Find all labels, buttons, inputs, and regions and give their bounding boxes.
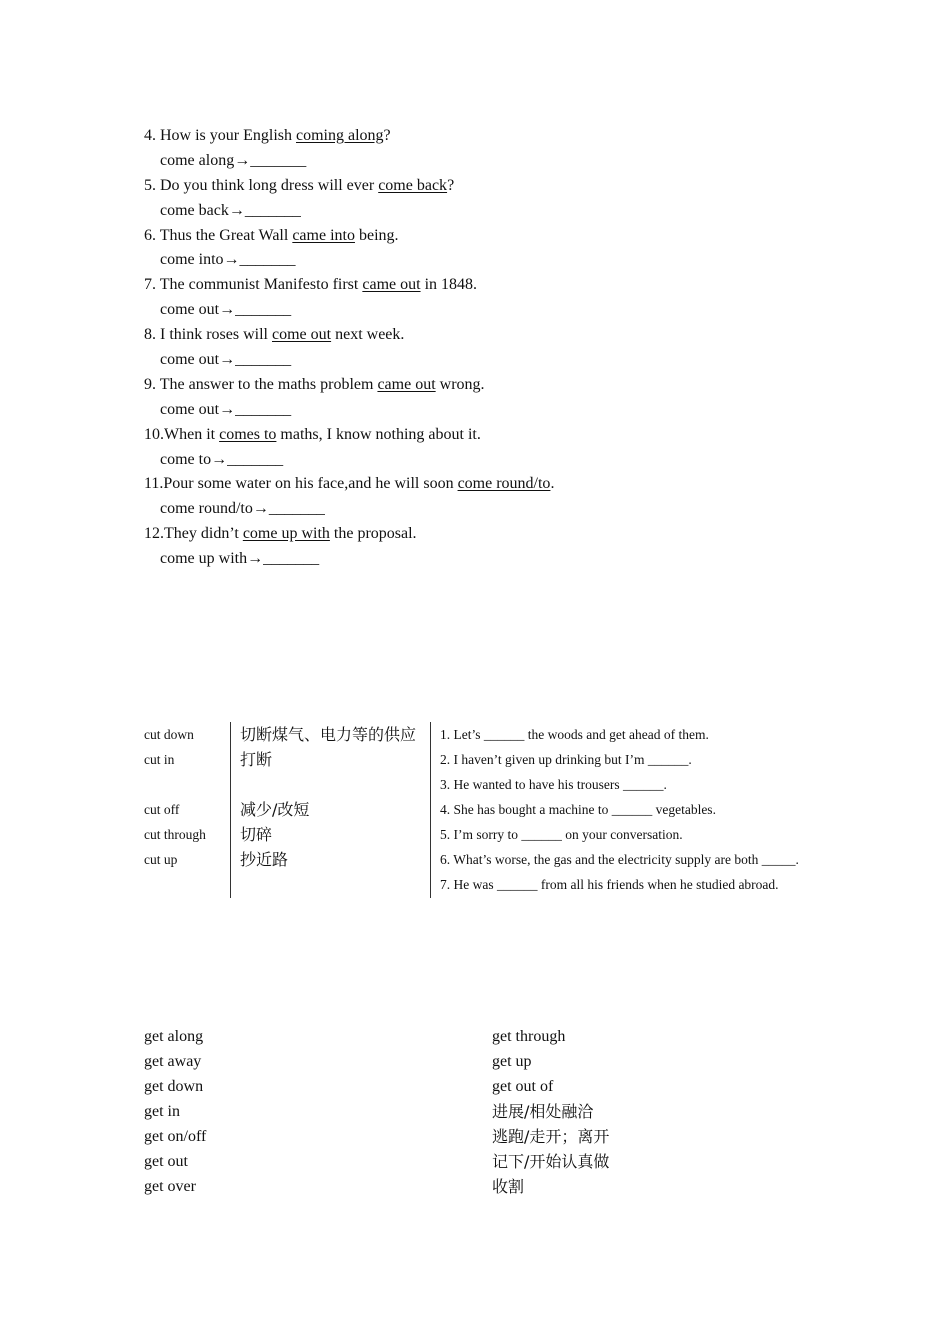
answer-blank: come into→_______	[160, 251, 296, 269]
sentence-column	[430, 722, 860, 898]
underlined-phrase: come up with	[242, 525, 330, 543]
get-phrase: get in	[144, 1103, 180, 1120]
item-number: 4.	[144, 127, 160, 144]
item-number: 9.	[144, 375, 160, 393]
answer-blank: come out→_______	[160, 351, 292, 369]
phrase-cell	[144, 772, 230, 797]
answer-blank: come to→_______	[160, 450, 284, 468]
sentence	[144, 174, 844, 199]
meaning-cell	[240, 872, 440, 897]
underlined-phrase: came out	[362, 276, 421, 294]
underlined-phrase: come back	[378, 176, 448, 194]
sentence	[144, 373, 844, 398]
cut-phrases-table	[144, 722, 844, 900]
phrase-cell: cut up	[144, 852, 178, 867]
exercise-sentence: 4. She has bought a machine to ______ vegetables.	[440, 802, 716, 817]
sentence	[144, 224, 844, 249]
sentence-text: The answer to the maths problem	[159, 375, 378, 393]
item-11	[144, 472, 844, 522]
item-number: 7.	[144, 276, 160, 294]
underlined-phrase: came out	[377, 375, 436, 393]
get-phrase: get down	[144, 1078, 204, 1095]
underlined-phrase: come out	[272, 326, 332, 344]
sentence-text: the proposal.	[329, 525, 417, 543]
exercise-sentence: 6. What’s worse, the gas and the electricity supply are both _____.	[440, 852, 799, 867]
exercise-sentence: 1. Let’s ______ the woods and get ahead of them.	[440, 727, 709, 742]
get-phrase: get along	[144, 1028, 204, 1045]
item-number: 11.	[144, 475, 164, 493]
sentence-text: The communist Manifesto first	[159, 276, 363, 294]
exercise-sentence: 3. He wanted to have his trousers ______.	[440, 777, 667, 792]
sentence	[144, 124, 844, 149]
meaning-cell: 打断	[240, 750, 273, 769]
meaning-cell: 抄近路	[240, 850, 289, 869]
meaning-cell: 切碎	[240, 825, 273, 844]
answer-blank: come along→_______	[160, 151, 307, 169]
answer-blank: come back→_______	[160, 201, 301, 219]
item-4	[144, 124, 844, 174]
answer-blank: come up with→_______	[160, 550, 320, 568]
get-meaning: 逃跑/走开；离开	[492, 1127, 610, 1146]
meaning-column	[230, 722, 440, 898]
get-phrase: get over	[144, 1178, 196, 1195]
get-meaning: 记下/开始认真做	[492, 1152, 610, 1171]
sentence-text: wrong.	[435, 375, 485, 393]
sentence-text: maths, I know nothing about it.	[276, 425, 481, 443]
phrase-cell: cut down	[144, 727, 194, 742]
phrase-cell: cut off	[144, 802, 180, 817]
sentence-text: How is your English	[160, 127, 296, 144]
sentence-text: I think roses will	[160, 326, 272, 344]
item-7	[144, 273, 844, 323]
answer-blank: come out→_______	[160, 400, 292, 418]
item-5	[144, 174, 844, 224]
sentence-text: Thus the Great Wall	[159, 226, 293, 244]
phrase-cell: cut through	[144, 827, 206, 842]
underlined-phrase: coming along	[296, 127, 384, 144]
sentence-text: .	[550, 475, 555, 493]
sentence-text: They didn’t	[164, 525, 243, 543]
get-meaning: 进展/相处融洽	[492, 1102, 594, 1121]
sentence	[144, 423, 844, 448]
sentence	[144, 323, 844, 348]
get-meaning: 收割	[492, 1177, 525, 1196]
answer-blank: come out→_______	[160, 301, 292, 319]
sentence-text: in 1848.	[420, 276, 478, 294]
get-phrase: get up	[492, 1053, 532, 1070]
get-phrase: get out	[144, 1153, 188, 1170]
sentence	[144, 522, 844, 547]
sentence-text: Do you think long dress will ever	[160, 176, 379, 194]
item-number: 12.	[144, 525, 164, 543]
item-8	[144, 323, 844, 373]
get-phrase: get on/off	[144, 1128, 207, 1145]
sentence-text: next week.	[331, 326, 405, 344]
item-number: 6.	[144, 226, 160, 244]
come-phrases-section	[144, 124, 844, 572]
sentence-text: When it	[164, 425, 220, 443]
answer-blank: come round/to→_______	[160, 500, 325, 518]
sentence	[144, 273, 844, 298]
sentence	[144, 472, 844, 497]
item-number: 5.	[144, 176, 160, 194]
get-phrase: get away	[144, 1053, 202, 1070]
meaning-cell	[240, 772, 440, 797]
get-phrases-meanings-list	[492, 1024, 609, 1199]
exercise-sentence: 2. I haven’t given up drinking but I’m ______.	[440, 752, 692, 767]
item-6	[144, 224, 844, 274]
meaning-cell: 切断煤气、电力等的供应	[240, 725, 417, 744]
item-number: 10.	[144, 425, 164, 443]
phrase-cell: cut in	[144, 752, 175, 767]
get-phrase: get through	[492, 1028, 566, 1045]
underlined-phrase: come round/to	[457, 475, 551, 493]
sentence-text: being.	[354, 226, 399, 244]
meaning-cell: 减少/改短	[240, 800, 310, 819]
item-12	[144, 522, 844, 572]
sentence-text: ?	[383, 127, 391, 144]
exercise-sentence: 5. I’m sorry to ______ on your conversation.	[440, 827, 683, 842]
item-number: 8.	[144, 326, 160, 344]
underlined-phrase: comes to	[219, 425, 277, 443]
sentence-text: Pour some water on his face,and he will soon	[163, 475, 458, 493]
item-10	[144, 423, 844, 473]
phrase-cell	[144, 872, 230, 897]
phrase-column	[144, 722, 230, 897]
sentence-text: ?	[447, 176, 455, 194]
get-phrases-list	[144, 1024, 206, 1199]
item-9	[144, 373, 844, 423]
underlined-phrase: came into	[292, 226, 355, 244]
exercise-sentence: 7. He was ______ from all his friends when he studied abroad.	[440, 877, 779, 892]
get-phrase: get out of	[492, 1078, 554, 1095]
